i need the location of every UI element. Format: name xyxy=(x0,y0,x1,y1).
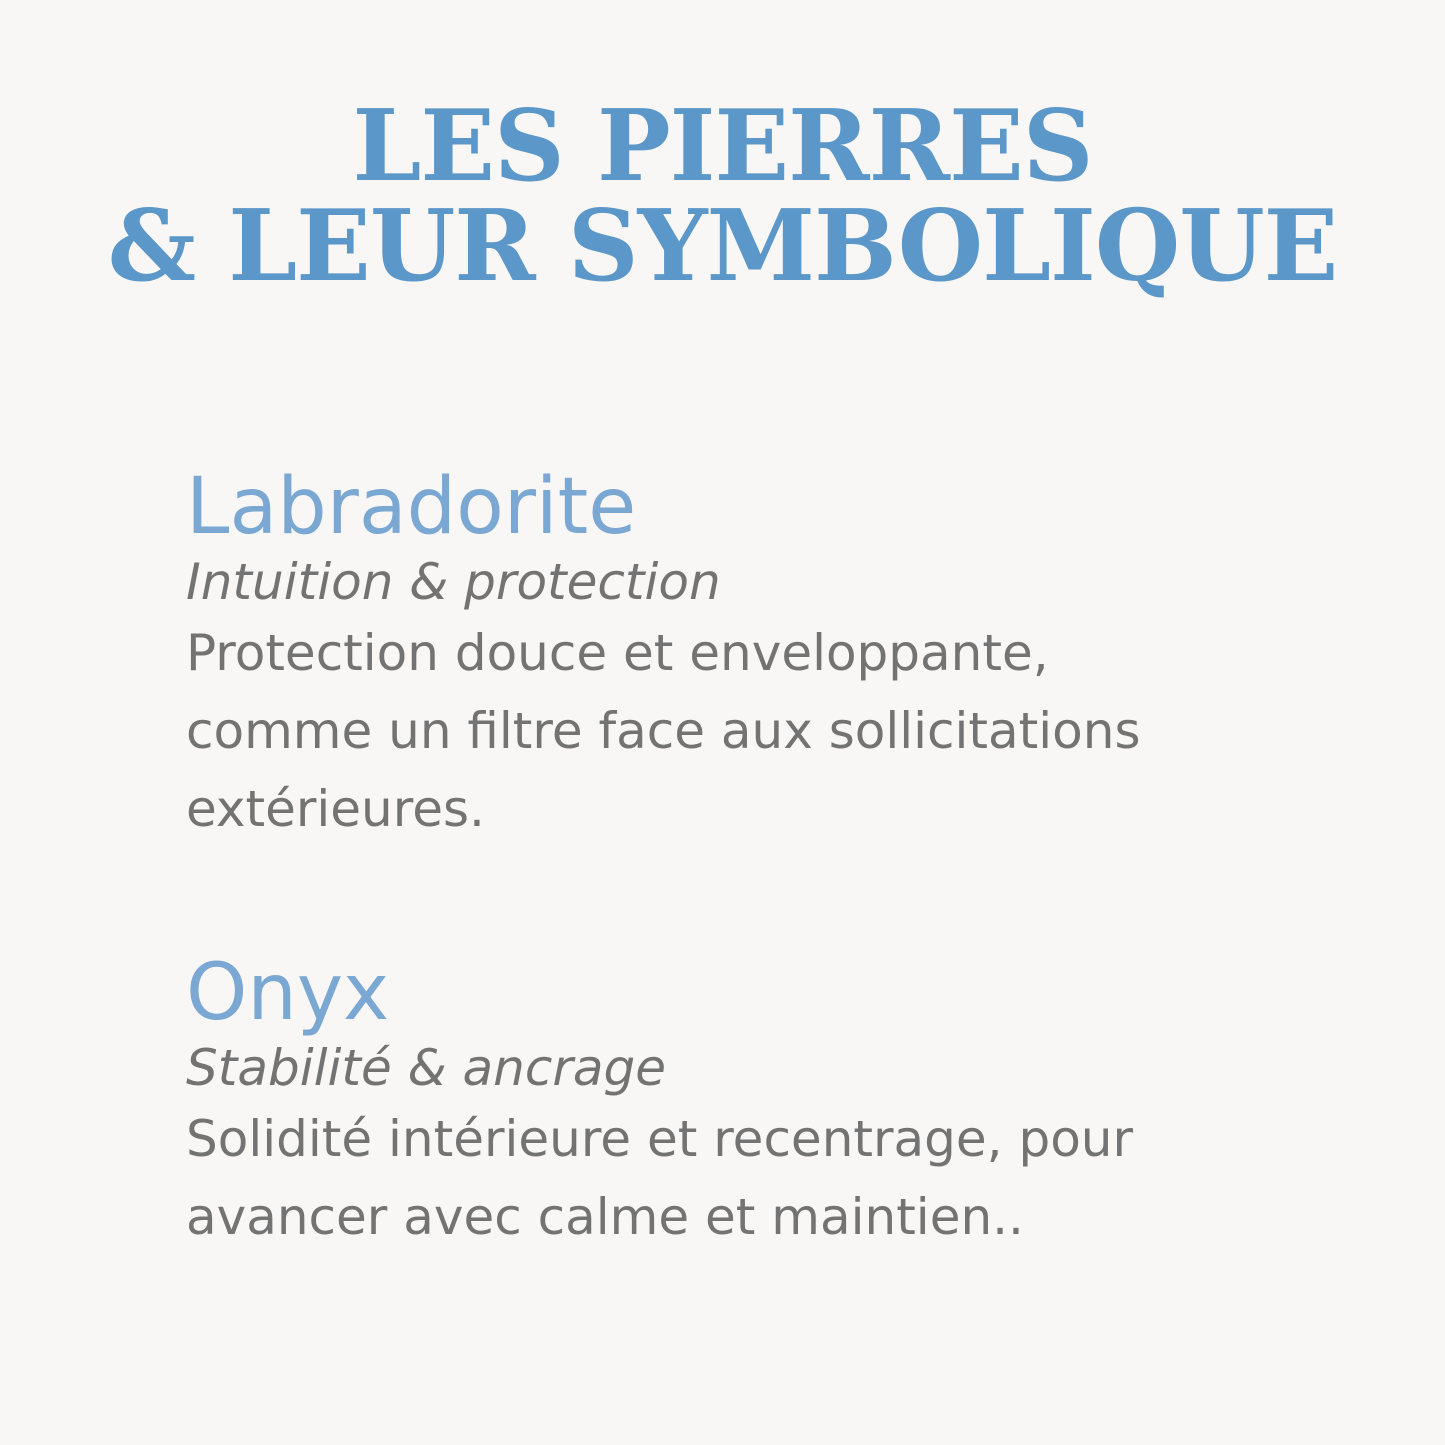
stone-section-onyx xyxy=(186,948,1386,1256)
stone-subtitle: Stabilité & ancrage xyxy=(186,1039,667,1097)
stone-subtitle: Intuition & protection xyxy=(186,553,721,611)
stone-name: Onyx xyxy=(186,948,390,1038)
description-line: Solidité intérieure et recentrage, pour xyxy=(186,1110,1134,1168)
description-line: comme un filtre face aux sollicitations xyxy=(186,702,1141,760)
stone-description xyxy=(186,614,1386,848)
stone-description xyxy=(186,1100,1386,1256)
page-title-line-2: & LEUR SYMBOLIQUE xyxy=(107,189,1338,304)
description-line: extérieures. xyxy=(186,780,485,838)
description-line: avancer avec calme et maintien.. xyxy=(186,1188,1024,1246)
stone-section-labradorite xyxy=(186,462,1386,848)
stone-name: Labradorite xyxy=(186,462,637,552)
page-title-line-1: LES PIERRES xyxy=(352,89,1093,204)
description-line: Protection douce et enveloppante, xyxy=(186,624,1049,682)
